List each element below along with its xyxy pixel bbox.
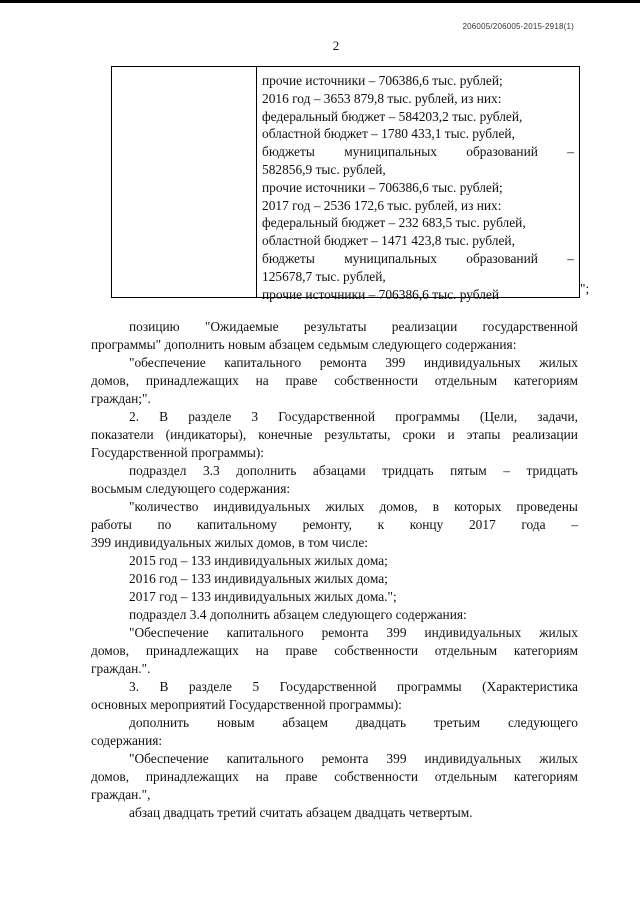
word: 399 xyxy=(386,751,407,766)
word: дополнить xyxy=(129,715,190,730)
word: образований xyxy=(466,250,538,266)
text-line xyxy=(91,624,578,642)
word: собственности xyxy=(334,643,418,658)
word: 399 xyxy=(385,355,406,370)
text-line: Государственной программы): xyxy=(91,445,264,460)
word: года xyxy=(521,517,546,532)
word: домов, xyxy=(379,499,418,514)
word: принадлежащих xyxy=(145,769,239,784)
word: муниципальных xyxy=(344,144,437,160)
text-line: 2017 год – 133 индивидуальных жилых дома."; xyxy=(129,589,397,604)
word: 399 xyxy=(386,625,407,640)
word: – xyxy=(503,463,510,478)
word: – xyxy=(571,517,578,532)
page-number: 2 xyxy=(332,38,340,53)
text-line xyxy=(91,714,578,732)
word: в xyxy=(432,499,440,514)
word: собственности xyxy=(334,769,418,784)
word: отдельным xyxy=(434,643,498,658)
word: муниципальных xyxy=(344,250,437,266)
word: – xyxy=(567,144,574,160)
table-line: 582856,9 тыс. рублей, xyxy=(262,161,386,177)
word: 3 xyxy=(251,409,259,424)
word: (Цели, xyxy=(479,409,518,424)
word: жилых xyxy=(539,751,578,766)
word: (Характеристика xyxy=(482,679,578,694)
word: ремонта xyxy=(319,355,367,370)
word: работы xyxy=(91,517,132,532)
word: В xyxy=(159,679,169,694)
word: 3. xyxy=(129,679,140,694)
word: ремонта xyxy=(321,625,369,640)
text-line: граждан.", xyxy=(91,787,151,802)
word: государственной xyxy=(482,319,578,334)
text-line xyxy=(91,372,578,390)
table-line: 2016 год – 3653 879,8 тыс. рублей, из них: xyxy=(262,90,502,106)
word: образований xyxy=(466,144,538,160)
table-line: прочие источники – 706386,6 тыс. рублей xyxy=(262,286,500,302)
word: принадлежащих xyxy=(145,643,239,658)
word: программы xyxy=(396,679,462,694)
word: новым xyxy=(216,715,255,730)
word: на xyxy=(255,643,269,658)
table-line: федеральный бюджет – 584203,2 тыс. рублей, xyxy=(262,108,523,124)
table-right-cell xyxy=(262,72,574,303)
word: категориям xyxy=(513,373,578,388)
word: реализации xyxy=(512,427,578,442)
word: пятым xyxy=(450,463,487,478)
word: капитального xyxy=(224,355,302,370)
text-line xyxy=(91,750,578,768)
word: "Обеспечение xyxy=(129,751,209,766)
text-line xyxy=(91,768,578,786)
word: сроки xyxy=(402,427,436,442)
amendment-text xyxy=(91,318,578,822)
scan-top-edge xyxy=(0,0,640,3)
text-line xyxy=(91,498,578,516)
word: на xyxy=(255,373,269,388)
word: праве xyxy=(285,643,318,658)
word: результаты xyxy=(303,319,367,334)
word: тридцать xyxy=(526,463,578,478)
word: домов, xyxy=(91,373,130,388)
table-line: прочие источники – 706386,6 тыс. рублей; xyxy=(262,73,503,88)
word: на xyxy=(255,769,269,784)
text-line: программы" дополнить новым абзацем седьмым следующего содержания: xyxy=(91,337,517,352)
word: "обеспечение xyxy=(129,355,206,370)
word: индивидуальных xyxy=(213,499,311,514)
word: концу xyxy=(409,517,444,532)
table-closing-quote: "; xyxy=(580,281,590,296)
word: результаты, xyxy=(324,427,391,442)
word: жилых xyxy=(539,355,578,370)
word: индивидуальных xyxy=(423,355,521,370)
word: праве xyxy=(285,769,318,784)
text-line: восьмым следующего содержания: xyxy=(91,481,291,496)
word: бюджеты xyxy=(262,250,315,266)
word: разделе xyxy=(188,409,232,424)
word: домов, xyxy=(91,643,130,658)
word: жилых xyxy=(325,499,365,514)
word: 3.3 xyxy=(202,463,220,478)
word: конечные xyxy=(258,427,313,442)
word: подраздел xyxy=(129,463,187,478)
word: задачи, xyxy=(537,409,578,424)
word: категориям xyxy=(513,643,578,658)
word: "количество xyxy=(129,499,199,514)
word: разделе xyxy=(188,679,232,694)
text-line xyxy=(91,318,578,336)
table-line: областной бюджет – 1471 423,8 тыс. рублей, xyxy=(262,233,515,249)
word: собственности xyxy=(334,373,418,388)
text-line: основных мероприятий Государственной программы): xyxy=(91,697,402,712)
document-id: 206005/206005-2015-2918(1) xyxy=(462,22,574,31)
word: домов, xyxy=(91,769,130,784)
word: следующего xyxy=(507,715,578,730)
word: реализации xyxy=(391,319,458,334)
word: В xyxy=(159,409,169,424)
word: капитального xyxy=(226,751,304,766)
word: бюджеты xyxy=(262,144,315,160)
text-line xyxy=(91,462,578,480)
word: дополнить xyxy=(236,463,297,478)
word: и xyxy=(447,427,455,442)
word: программы xyxy=(395,409,460,424)
word: 2. xyxy=(129,409,140,424)
word: которых xyxy=(454,499,502,514)
word: абзацем xyxy=(282,715,328,730)
table-line: областной бюджет – 1780 433,1 тыс. рублей, xyxy=(262,126,515,142)
text-line: подраздел 3.4 дополнить абзацем следующего содержания: xyxy=(129,607,467,622)
word: капитального xyxy=(226,625,304,640)
word: третьим xyxy=(433,715,481,730)
word: абзацами xyxy=(312,463,366,478)
word: позицию xyxy=(129,319,180,334)
word: 5 xyxy=(252,679,260,694)
word: капитальному xyxy=(196,517,277,532)
word: индивидуальных xyxy=(424,625,522,640)
word: по xyxy=(157,517,172,532)
word: показатели xyxy=(91,427,154,442)
word: "Обеспечение xyxy=(129,625,209,640)
word: двадцать xyxy=(355,715,407,730)
word: к xyxy=(377,517,385,532)
table-column-divider xyxy=(256,67,257,297)
word: – xyxy=(567,250,574,266)
table-line: прочие источники – 706386,6 тыс. рублей; xyxy=(262,179,503,195)
word: Государственной xyxy=(278,409,376,424)
word: жилых xyxy=(539,625,578,640)
text-line xyxy=(91,426,578,444)
word: отдельным xyxy=(434,769,498,784)
word: индивидуальных xyxy=(424,751,522,766)
text-line xyxy=(91,678,578,696)
word: принадлежащих xyxy=(145,373,239,388)
text-line: граждан.". xyxy=(91,661,151,676)
table-line xyxy=(262,143,574,161)
word: 2017 xyxy=(468,517,496,532)
word: этапы xyxy=(466,427,501,442)
text-line: 2015 год – 133 индивидуальных жилых дома; xyxy=(129,553,388,568)
word: праве xyxy=(285,373,318,388)
word: проведены xyxy=(516,499,578,514)
word: Государственной xyxy=(279,679,377,694)
text-line: 399 индивидуальных жилых домов, в том числе: xyxy=(91,535,368,550)
text-line: граждан;". xyxy=(91,391,151,406)
budget-table xyxy=(111,66,580,302)
word: отдельным xyxy=(434,373,498,388)
word: "Ожидаемые xyxy=(204,319,279,334)
text-line xyxy=(91,354,578,372)
table-line xyxy=(262,250,574,268)
table-left-cell xyxy=(112,67,256,297)
word: (индикаторы), xyxy=(165,427,247,442)
word: категориям xyxy=(513,769,578,784)
table-line: 2017 год – 2536 172,6 тыс. рублей, из них: xyxy=(262,197,502,213)
table-line: федеральный бюджет – 232 683,5 тыс. рублей, xyxy=(262,215,526,231)
text-line: абзац двадцать третий считать абзацем двадцать четвертым. xyxy=(129,805,473,820)
text-line: содержания: xyxy=(91,733,163,748)
word: ремонта xyxy=(321,751,369,766)
text-line: 2016 год – 133 индивидуальных жилых дома; xyxy=(129,571,388,586)
text-line xyxy=(91,408,578,426)
word: тридцать xyxy=(382,463,434,478)
word: ремонту, xyxy=(302,517,352,532)
text-line xyxy=(91,516,578,534)
text-line xyxy=(91,642,578,660)
table-line: 125678,7 тыс. рублей, xyxy=(262,268,386,284)
